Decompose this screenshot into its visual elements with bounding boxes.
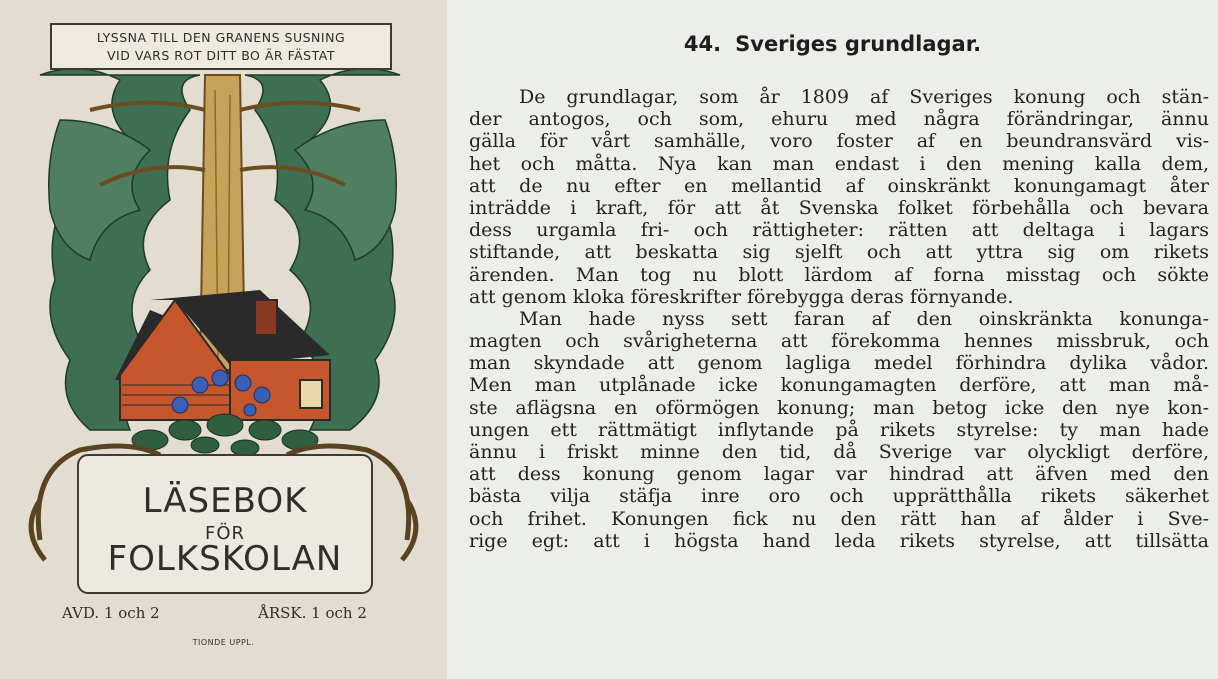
text-line: bästa vilja stäfja inre oro och upprätthålla rikets säkerhet xyxy=(469,485,1209,508)
text-line: ste aflägsna en oförmögen konung; man betog icke den nye kon- xyxy=(469,396,1209,419)
year-label: ÅRSK. 1 och 2 xyxy=(258,604,367,622)
article-title: Sveriges grundlagar. xyxy=(735,32,982,56)
article-number: 44. xyxy=(683,32,722,56)
title-line-3: FOLKSKOLAN xyxy=(107,539,343,579)
article-body xyxy=(469,86,1209,552)
text-line: ärenden. Man tog nu blott lärdom af forna misstag och sökte xyxy=(469,263,1209,286)
text-line: De grundlagar, som år 1809 af Sveriges konung och stän- xyxy=(519,86,1209,108)
motto-line-1: LYSSNA TILL DEN GRANENS SUSNING xyxy=(96,30,346,45)
motto-banner xyxy=(50,23,392,70)
text-line: dess urgamla fri- och rättigheter: rätten att deltaga i lagars xyxy=(469,219,1209,242)
text-line: Man hade nyss sett faran af den oinskränkta konunga- xyxy=(519,307,1209,330)
division-label: AVD. 1 och 2 xyxy=(62,604,160,622)
motto-line-2: VID VARS ROT DITT BO ÄR FÄSTAT xyxy=(107,48,335,63)
text-line: rige egt: att i högsta hand leda rikets styrelse, att tillsätta xyxy=(469,529,1209,552)
text-line: inträdde i kraft, för att åt Svenska folket förbehålla och bevara xyxy=(469,196,1209,219)
text-line: och frihet. Konungen fick nu den rätt han af ålder i Sve- xyxy=(469,507,1209,530)
text-line: het och måtta. Nya kan man endast i den mening kalla dem, xyxy=(469,152,1209,175)
text-line: att genom kloka föreskrifter förebygga deras förnyande. xyxy=(469,285,1014,308)
red-cottage xyxy=(115,290,330,420)
text-page xyxy=(447,0,1218,679)
text-line: ungen ett rättmätigt inflytande på rikets styrelse: ty man hade xyxy=(469,418,1209,441)
title-line-1: LÄSEBOK xyxy=(142,481,308,521)
text-line: att de nu efter en mellantid af oinskränkt konungamagt åter xyxy=(469,174,1209,197)
text-line: att dess konung genom lagar var hindrad att äfven med den xyxy=(469,463,1209,486)
text-line: man skyndade att genom lagliga medel förhindra dylika vådor. xyxy=(469,352,1209,375)
text-line: gälla för vårt samhälle, voro foster af en beundransvärd vis- xyxy=(469,130,1209,153)
edition-label: TIONDE UPPL. xyxy=(192,638,255,647)
text-line: ännu i friskt minne den tid, då Sverige var olyckligt derföre, xyxy=(469,441,1209,463)
book-cover xyxy=(0,0,447,679)
text-line: magten och svårigheterna att förekomma hennes missbruk, och xyxy=(469,330,1209,353)
article-heading xyxy=(447,32,1218,56)
text-line: der antogos, och som, ehuru med några förändringar, ännu xyxy=(469,108,1209,131)
text-line: stiftande, att beskatta sig sjelft och att yttra sig om rikets xyxy=(469,241,1209,264)
text-line: Men man utplånade icke konungamagten derföre, att man må- xyxy=(469,374,1209,397)
book-title xyxy=(78,455,372,593)
title-line-2: FÖR xyxy=(204,523,246,544)
